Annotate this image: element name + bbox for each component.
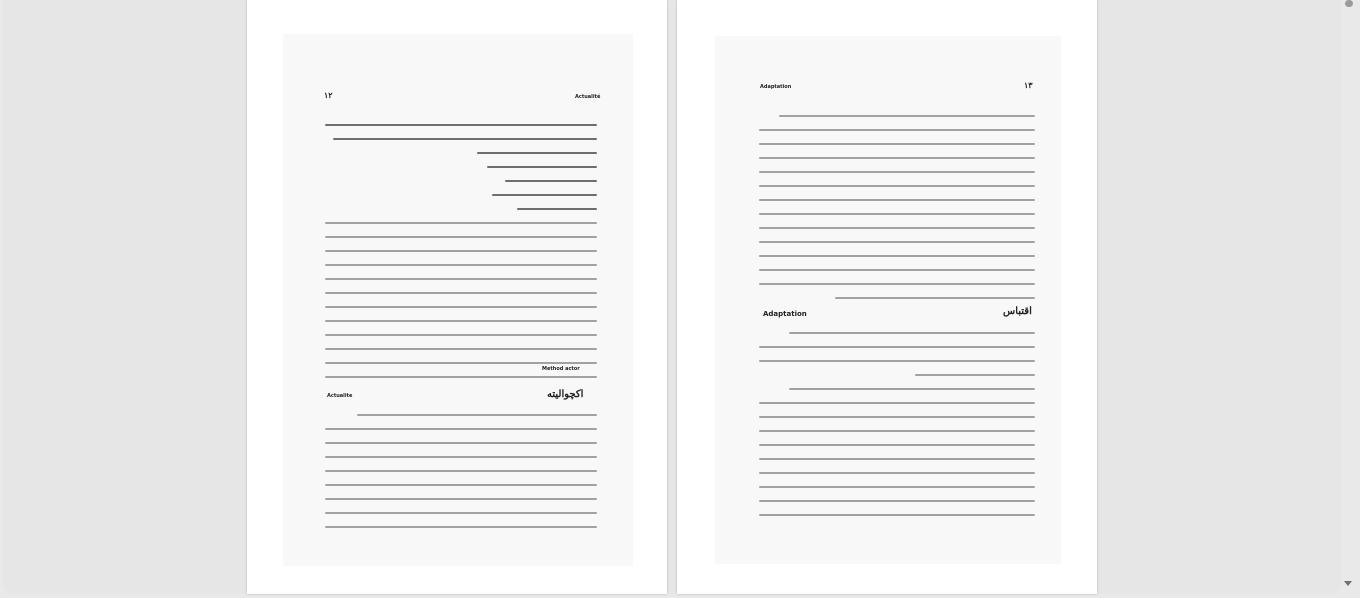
page-number: ۱۲ [324, 90, 333, 100]
running-header: Actualité [575, 94, 601, 100]
vertical-scrollbar[interactable] [1342, 0, 1356, 594]
section-heading-latin: Actualite [327, 393, 353, 399]
scrollbar-thumb[interactable] [1345, 0, 1353, 7]
paragraph-block-2 [325, 414, 597, 540]
term-latin: Method actor [542, 366, 580, 372]
paragraph-block-2 [759, 332, 1035, 528]
page-13 [677, 0, 1097, 594]
section-heading: اقتباس [1003, 306, 1032, 317]
paragraph-block [325, 124, 597, 390]
document-viewer[interactable] [3, 0, 1341, 594]
paragraph-block [759, 115, 1035, 311]
section-heading: اکچوالیته [547, 389, 584, 400]
chevron-down-icon[interactable] [1344, 581, 1352, 586]
running-header: Adaptation [760, 84, 792, 90]
section-heading-latin: Adaptation [763, 310, 807, 318]
page-number: ۱۳ [1024, 80, 1033, 90]
page-12 [247, 0, 667, 594]
